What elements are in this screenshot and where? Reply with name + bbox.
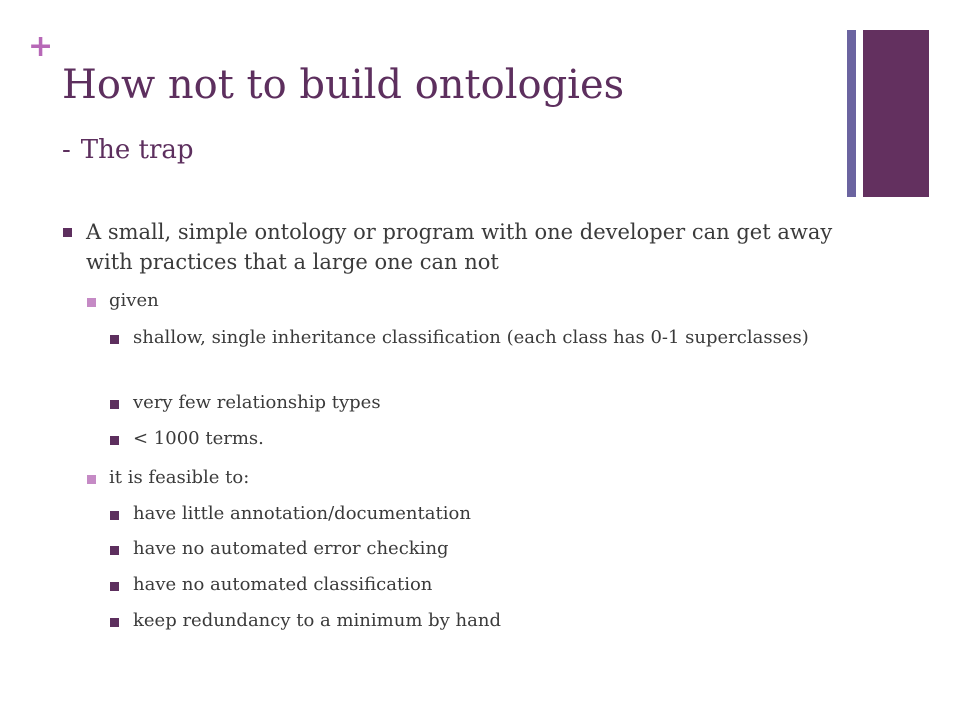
bullet-square-icon [110, 546, 119, 555]
plus-icon: + [28, 29, 54, 64]
slide-subtitle: The trap [80, 135, 194, 165]
bullet-main: A small, simple ontology or program with one developer can get away with practices that a large one can not [86, 220, 833, 274]
bullet-square-icon [110, 436, 119, 445]
list-item: very few relationship types [133, 392, 381, 413]
subtitle-dash: - [62, 135, 71, 165]
bullet-square-icon [110, 582, 119, 591]
bullet-square-icon [110, 618, 119, 627]
list-item: keep redundancy to a minimum by hand [133, 610, 501, 631]
list-item: have little annotation/documentation [133, 503, 471, 524]
bullet-square-icon [87, 298, 96, 307]
bullet-square-icon [110, 511, 119, 520]
bullet-square-icon [87, 475, 96, 484]
list-item: < 1000 terms. [133, 428, 264, 449]
bullet-feasible-label: it is feasible to: [109, 467, 250, 488]
list-item: shallow, single inheritance classification (each class has 0-1 superclasses) [133, 327, 809, 348]
bullet-square-icon [63, 228, 72, 237]
slide-subtitle-line [62, 133, 194, 167]
bullet-square-icon [110, 335, 119, 344]
decorative-bar-thick [863, 30, 929, 197]
bullet-given-label: given [109, 290, 159, 311]
decorative-bar-thin [847, 30, 856, 197]
bullet-square-icon [110, 400, 119, 409]
list-item: have no automated classification [133, 574, 433, 595]
list-item: have no automated error checking [133, 538, 449, 559]
slide-title: How not to build ontologies [62, 62, 625, 108]
